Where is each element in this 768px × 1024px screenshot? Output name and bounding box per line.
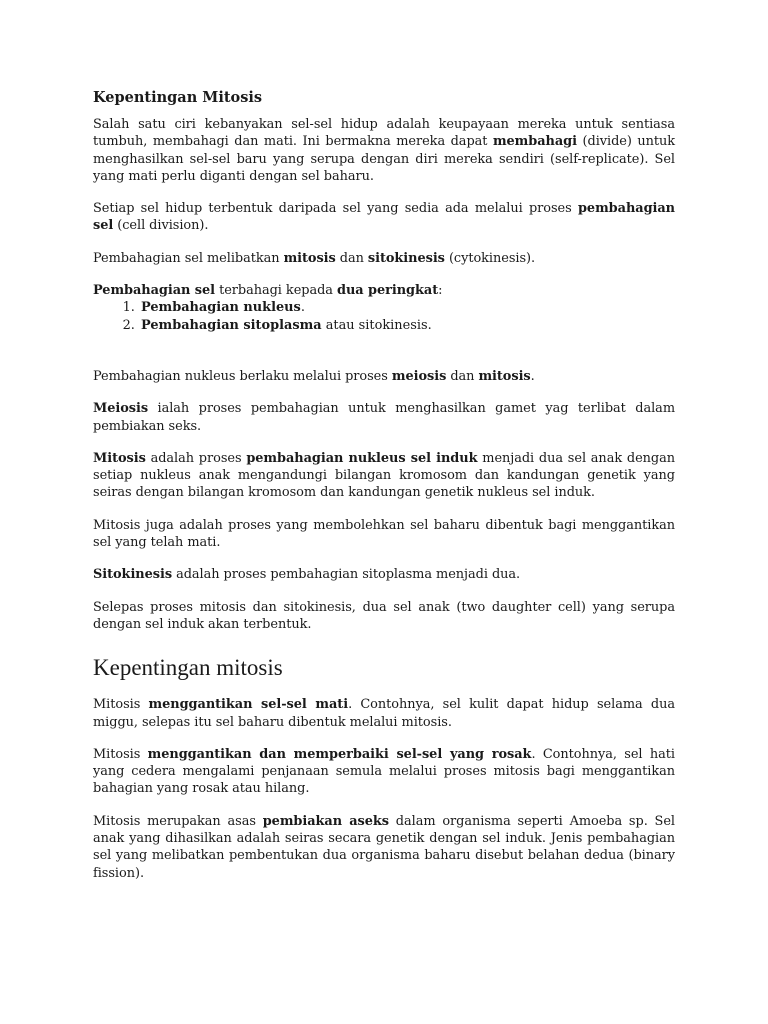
stages-list — [93, 299, 675, 334]
text-run: Pembahagian nukleus berlaku melalui proses — [93, 368, 392, 384]
paragraph-division-stages — [93, 282, 675, 299]
text-run: dalam organisma seperti Amoeba sp. Sel anak yang dihasilkan adalah seiras secara genetik dengan sel induk. Jenis pembahagian sel yang melibatkan pembentukan dua organisma baharu disebut belahan dedua (binary fission). — [93, 813, 675, 881]
text-run: Mitosis — [93, 746, 148, 762]
text-run: . Contohnya, sel hati yang cedera mengalami penjanaan semula melalui proses mitosis bagi menggantikan bahagian yang rosak atau hilang. — [93, 746, 675, 797]
text-run: Mitosis juga adalah proses yang membolehkan sel baharu dibentuk bagi menggantikan sel yang telah mati. — [93, 517, 675, 551]
document-body — [93, 88, 675, 897]
bold-term: pembahagian nukleus sel induk — [246, 450, 478, 466]
paragraph-mitosis-replacement — [93, 517, 675, 552]
bold-term: Sitokinesis — [93, 567, 173, 583]
bold-term: Pembahagian sitoplasma — [141, 317, 322, 333]
paragraph-division-components — [93, 250, 675, 267]
bold-term: Meiosis — [93, 401, 149, 417]
spacer — [93, 349, 675, 368]
text-run: adalah proses pembahagian sitoplasma menjadi dua. — [172, 567, 521, 583]
bold-term: menggantikan sel-sel mati — [148, 697, 349, 713]
paragraph-replace-dead-cells — [93, 696, 675, 731]
list-item — [139, 299, 675, 316]
text-run: (divide) untuk menghasilkan sel-sel baru yang serupa dengan diri mereka sendiri (self-replicate). Sel yang mati perlu diganti dengan sel baharu. — [93, 134, 675, 184]
paragraph-meiosis — [93, 400, 675, 435]
text-run: (cytokinesis). — [444, 250, 536, 266]
text-run: Pembahagian sel melibatkan — [93, 250, 284, 266]
paragraph-asexual-reproduction — [93, 813, 675, 882]
bold-term: pembiakan aseks — [262, 813, 389, 829]
text-run: . — [300, 300, 305, 316]
paragraph-repair-cells — [93, 746, 675, 798]
paragraph-mitosis-definition — [93, 450, 675, 502]
text-run: Mitosis — [93, 697, 149, 713]
page-title: Kepentingan Mitosis — [93, 89, 263, 106]
bold-term: mitosis — [283, 250, 336, 266]
bold-term: Pembahagian sel — [93, 283, 216, 299]
paragraph-cytokinesis — [93, 566, 675, 583]
paragraph-nucleus-division — [93, 368, 675, 385]
bold-term: membahagi — [492, 134, 577, 150]
list-item — [139, 317, 675, 334]
bold-term: menggantikan dan memperbaiki sel-sel yang rosak — [147, 746, 532, 762]
text-run: : — [438, 283, 443, 299]
text-run: dan — [446, 368, 479, 384]
bold-term: dua peringkat — [337, 283, 439, 299]
bold-term: mitosis — [478, 368, 531, 384]
text-run: adalah proses — [145, 450, 247, 466]
text-run: terbahagi kepada — [215, 283, 337, 299]
text-run: Selepas proses mitosis dan sitokinesis, dua sel anak (two daughter cell) yang serupa dengan sel induk akan terbentuk. — [93, 599, 675, 632]
bold-term: Pembahagian nukleus — [141, 300, 301, 316]
bold-term: sitokinesis — [367, 250, 445, 266]
text-run: atau sitokinesis. — [321, 317, 432, 333]
text-run: menjadi dua sel anak dengan setiap nukleus anak mengandungi bilangan kromosom dan kandungan genetik yang seiras dengan bilangan kromosom dan kandungan genetik nukleus sel induk. — [93, 450, 675, 501]
text-run: Salah satu ciri kebanyakan sel-sel hidup adalah keupayaan mereka untuk sentiasa tumbuh, membahagi dan mati. Ini bermakna mereka dapat — [93, 117, 675, 150]
text-run: (cell division). — [113, 218, 209, 234]
paragraph-intro — [93, 116, 675, 185]
bold-term: Mitosis — [93, 450, 146, 466]
text-run: . — [530, 368, 535, 384]
text-run: ialah proses pembahagian untuk menghasilkan gamet yag terlibat dalam pembiakan seks. — [93, 401, 675, 434]
paragraph-result — [93, 599, 675, 634]
text-run: dan — [335, 250, 368, 266]
text-run: Mitosis merupakan asas — [93, 813, 263, 829]
bold-term: pembahagian sel — [93, 201, 675, 234]
text-run: Setiap sel hidup terbentuk daripada sel yang sedia ada melalui proses — [93, 201, 578, 217]
text-run: . Contohnya, sel kulit dapat hidup selama dua miggu, selepas itu sel baharu dibentuk melalui mitosis. — [93, 697, 675, 730]
bold-term: meiosis — [391, 368, 447, 384]
paragraph-cell-origin — [93, 200, 675, 235]
section-heading: Kepentingan mitosis — [93, 655, 283, 681]
